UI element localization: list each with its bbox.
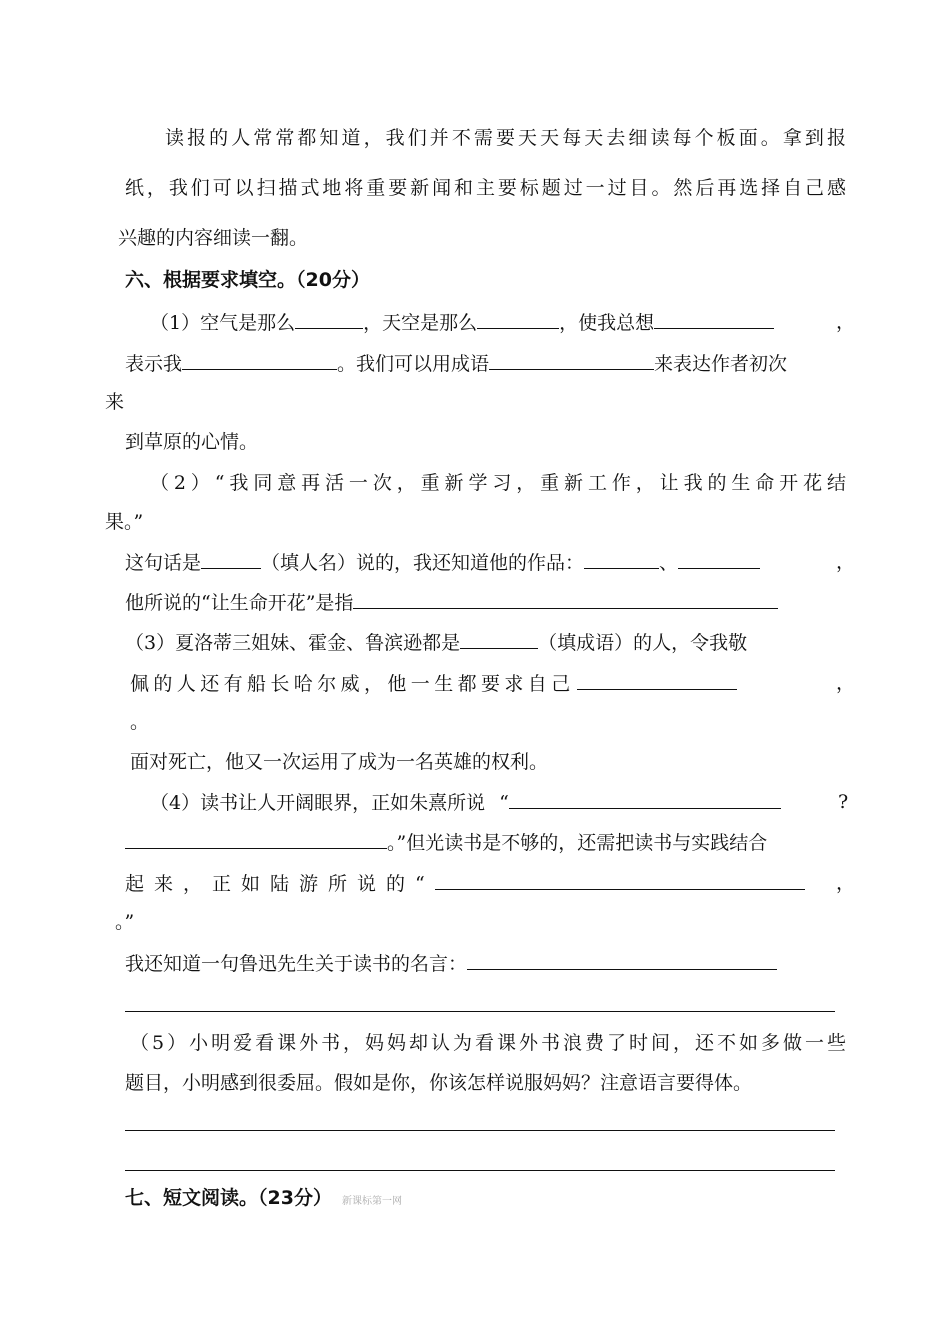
- section-7-title-text: 七、短文阅读。（23分）: [125, 1187, 332, 1209]
- q2-comma: ，: [836, 551, 856, 573]
- q1-blank-1[interactable]: [295, 310, 363, 329]
- q2-text-e: 、: [659, 552, 679, 574]
- question-4-line-1: [150, 790, 781, 815]
- q5-text-b: 题目，小明感到很委屈。假如是你，你该怎样说服妈妈？注意语言要得体。: [125, 1072, 753, 1094]
- q2-blank-work-2[interactable]: [678, 550, 760, 569]
- q4-text-a: （4）读书让人开阔眼界，正如朱熹所说: [150, 792, 486, 814]
- q3-text-b: （填成语）的人，令我敬: [538, 632, 748, 654]
- question-4-line-3: [125, 871, 805, 896]
- intro-line-2: 纸，我们可以扫描式地将重要新闻和主要标题过一过目。然后再选择自己感: [125, 177, 846, 199]
- intro-line-3: 兴趣的内容细读一翻。: [118, 227, 309, 249]
- q5-answer-line-2[interactable]: [125, 1170, 835, 1171]
- q3-text-a: （3）夏洛蒂三姐妹、霍金、鲁滨逊都是: [125, 632, 461, 654]
- q3-comma: ，: [836, 672, 856, 694]
- q3-blank-self[interactable]: [577, 671, 737, 690]
- q2-quote-end: 果。”: [105, 511, 144, 533]
- q5-answer-line-1[interactable]: [125, 1130, 835, 1131]
- question-2-line-4: [125, 590, 778, 615]
- q1-text-g: 来表达作者初次: [654, 353, 788, 375]
- q2-quote: （2）“我同意再活一次，重新学习，重新工作，让我的生命开花结: [150, 472, 846, 494]
- question-3-line-1: [125, 630, 747, 655]
- section-7-title: [125, 1186, 402, 1214]
- q1-text-c: ，使我总想: [559, 312, 655, 334]
- q1-text-e: 表示我: [125, 353, 183, 375]
- q2-text-c: 这句话是: [125, 552, 202, 574]
- q1-text-a: （1）空气是那么: [150, 312, 296, 334]
- q3-period: 。: [130, 711, 150, 733]
- intro-line-1: 读报的人常常都知道，我们并不需要天天每天去细读每个板面。拿到报: [165, 127, 846, 149]
- q4-open-quote: “: [499, 792, 509, 814]
- q4-close-quote: 。”: [115, 911, 135, 933]
- q1-text-f: 。我们可以用成语: [337, 353, 490, 375]
- q1-comma: ，: [836, 311, 856, 333]
- q2-blank-name[interactable]: [201, 550, 261, 569]
- q4-text-e: 起来，正如陆游所说的“: [125, 873, 435, 895]
- q2-blank-meaning[interactable]: [353, 590, 778, 609]
- q4-answer-line[interactable]: [125, 1011, 835, 1012]
- q1-text-h: 来: [105, 391, 125, 413]
- q4-comma: ，: [836, 872, 856, 894]
- q2-blank-work-1[interactable]: [584, 550, 659, 569]
- q4-blank-zhuxi-2[interactable]: [125, 830, 387, 849]
- q2-text-g: 他所说的“让生命开花”是指: [125, 592, 354, 614]
- q1-blank-3[interactable]: [654, 310, 774, 329]
- q1-blank-4[interactable]: [182, 351, 337, 370]
- q4-blank-luyou[interactable]: [435, 871, 805, 890]
- q1-text-i: 到草原的心情。: [125, 431, 259, 453]
- question-1-line-1: [150, 310, 774, 335]
- q4-question-mark: ?: [838, 791, 849, 813]
- watermark: 新课标第一网: [341, 1196, 402, 1207]
- q3-text-c: 佩的人还有船长哈尔威，他一生都要求自己: [130, 673, 575, 695]
- q4-text-d: 。”但光读书是不够的，还需把读书与实践结合: [387, 832, 768, 854]
- q1-blank-2[interactable]: [477, 310, 559, 329]
- q1-text-b: ，天空是那么: [363, 312, 478, 334]
- q4-blank-zhuxi-1[interactable]: [509, 790, 781, 809]
- q4-blank-luxun-1[interactable]: [467, 951, 777, 970]
- question-4-line-5: [125, 951, 777, 976]
- q1-blank-idiom[interactable]: [489, 351, 654, 370]
- q3-blank-idiom[interactable]: [460, 630, 538, 649]
- question-2-line-3: [125, 550, 760, 575]
- q4-text-h: 我还知道一句鲁迅先生关于读书的名言：: [125, 953, 468, 975]
- question-4-line-2: [125, 830, 767, 855]
- q5-text-a: （5）小明爱看课外书，妈妈却认为看课外书浪费了时间，还不如多做一些: [130, 1032, 846, 1054]
- question-1-line-2: [125, 351, 787, 376]
- q3-text-f: 面对死亡，他又一次运用了成为一名英雄的权利。: [130, 751, 549, 773]
- q2-text-d: （填人名）说的，我还知道他的作品：: [261, 552, 585, 574]
- question-3-line-2: [130, 671, 737, 696]
- section-6-title: 六、根据要求填空。（20分）: [125, 269, 370, 291]
